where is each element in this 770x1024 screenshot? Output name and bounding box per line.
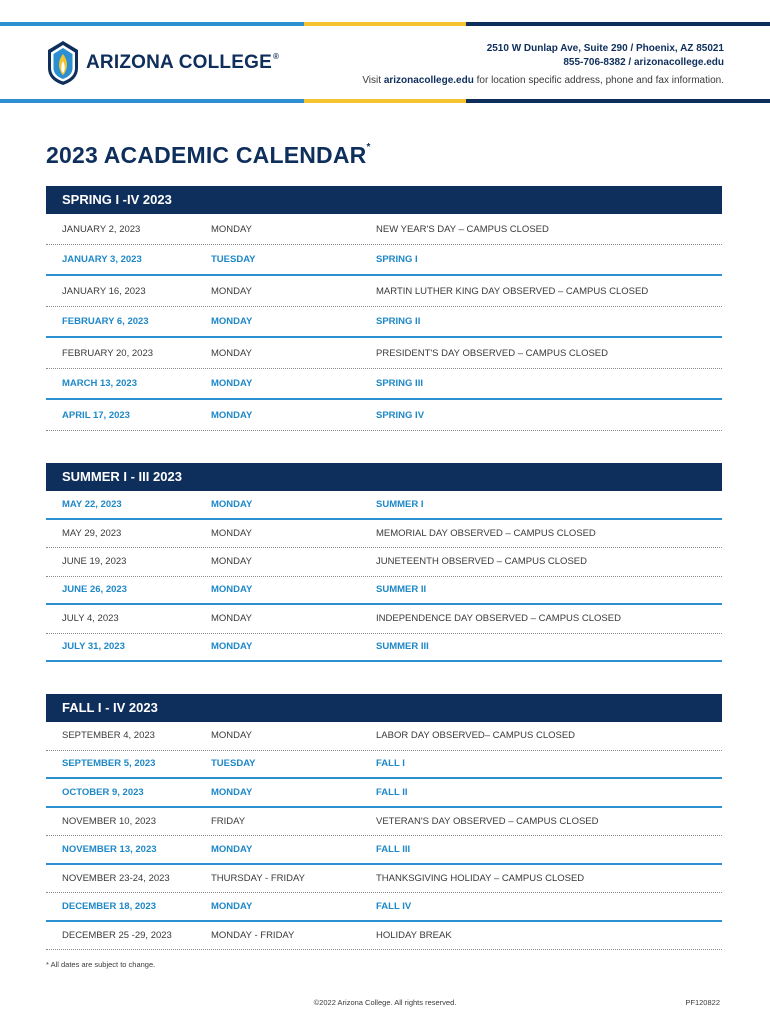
date-cell: DECEMBER 25 -29, 2023 (62, 929, 172, 941)
date-cell: NOVEMBER 13, 2023 (62, 843, 157, 855)
day-cell: MONDAY (211, 347, 252, 359)
day-cell: FRIDAY (211, 815, 246, 827)
day-cell: TUESDAY (211, 758, 256, 770)
section-heading: FALL I - IV 2023 (46, 694, 722, 722)
footnote: * All dates are subject to change. (46, 960, 156, 969)
event-cell: SUMMER II (376, 584, 427, 596)
page-title: 2023 ACADEMIC CALENDAR* (46, 142, 371, 168)
calendar-row (46, 722, 722, 751)
calendar-row (46, 751, 722, 780)
event-cell: LABOR DAY OBSERVED– CAMPUS CLOSED (376, 730, 576, 742)
event-cell: SUMMER III (376, 641, 429, 653)
day-cell: MONDAY (211, 730, 252, 742)
date-cell: MARCH 13, 2023 (62, 378, 137, 389)
date-cell: SEPTEMBER 4, 2023 (62, 730, 155, 742)
logo-wordmark: ARIZONA COLLEGE® (86, 52, 280, 73)
calendar-row (46, 779, 722, 808)
arizona-college-logo (46, 40, 279, 86)
day-cell: MONDAY (211, 378, 253, 389)
event-cell: THANKSGIVING HOLIDAY – CAMPUS CLOSED (376, 872, 585, 884)
date-cell: MAY 22, 2023 (62, 498, 122, 510)
date-cell: SEPTEMBER 5, 2023 (62, 758, 156, 770)
fall-section (46, 694, 722, 950)
day-cell: MONDAY (211, 786, 253, 798)
event-cell: FALL II (376, 786, 408, 798)
event-cell: SPRING I (376, 254, 418, 265)
date-cell: JULY 31, 2023 (62, 641, 125, 653)
website-link[interactable]: arizonacollege.edu (383, 75, 474, 86)
day-cell: MONDAY (211, 409, 253, 421)
date-cell: NOVEMBER 23-24, 2023 (62, 872, 170, 884)
calendar-row (46, 893, 722, 922)
calendar-row (46, 214, 722, 245)
date-cell: JANUARY 16, 2023 (62, 285, 146, 297)
calendar-row (46, 836, 722, 865)
day-cell: MONDAY (211, 285, 252, 297)
event-cell: INDEPENDENCE DAY OBSERVED – CAMPUS CLOSED (376, 613, 621, 625)
copyright: ©2022 Arizona College. All rights reserved. (313, 998, 457, 1007)
date-cell: MAY 29, 2023 (62, 527, 122, 539)
calendar-row (46, 548, 722, 577)
date-cell: JANUARY 2, 2023 (62, 223, 141, 235)
contact-block (362, 42, 724, 88)
event-cell: MEMORIAL DAY OBSERVED – CAMPUS CLOSED (376, 527, 596, 539)
day-cell: MONDAY - FRIDAY (211, 929, 295, 941)
calendar-row (46, 634, 722, 663)
day-cell: MONDAY (211, 843, 253, 855)
calendar-row (46, 245, 722, 276)
phone-web-line: 855-706-8382 / arizonacollege.edu (563, 57, 724, 68)
day-cell: MONDAY (211, 900, 253, 912)
day-cell: MONDAY (211, 527, 252, 539)
event-cell: SUMMER I (376, 498, 424, 510)
calendar-row (46, 307, 722, 338)
event-cell: SPRING II (376, 316, 421, 327)
date-cell: FEBRUARY 6, 2023 (62, 316, 149, 327)
date-cell: DECEMBER 18, 2023 (62, 900, 156, 912)
day-cell: MONDAY (211, 584, 253, 596)
event-cell: SPRING IV (376, 409, 425, 421)
date-cell: JANUARY 3, 2023 (62, 254, 142, 265)
event-cell: NEW YEAR'S DAY – CAMPUS CLOSED (376, 223, 549, 235)
section-heading: SPRING I -IV 2023 (46, 186, 722, 214)
event-cell: HOLIDAY BREAK (376, 929, 452, 941)
visit-line: Visit arizonacollege.edu for location specific address, phone and fax information. (362, 75, 724, 86)
event-cell: MARTIN LUTHER KING DAY OBSERVED – CAMPUS CLOSED (376, 285, 649, 297)
calendar-row (46, 400, 722, 431)
date-cell: NOVEMBER 10, 2023 (62, 815, 156, 827)
day-cell: TUESDAY (211, 254, 256, 265)
day-cell: MONDAY (211, 316, 253, 327)
calendar-row (46, 491, 722, 520)
calendar-row (46, 922, 722, 951)
calendar-row (46, 276, 722, 307)
top-color-bar (0, 22, 770, 26)
date-cell: FEBRUARY 20, 2023 (62, 347, 154, 359)
event-cell: FALL I (376, 758, 405, 770)
calendar-row (46, 577, 722, 606)
calendar-row (46, 338, 722, 369)
summer-section (46, 463, 722, 662)
event-cell: VETERAN'S DAY OBSERVED – CAMPUS CLOSED (376, 815, 599, 827)
bottom-color-bar (0, 99, 770, 103)
calendar-row (46, 520, 722, 549)
day-cell: MONDAY (211, 641, 253, 653)
day-cell: MONDAY (211, 498, 253, 510)
calendar-row (46, 369, 722, 400)
calendar-row (46, 605, 722, 634)
date-cell: JUNE 26, 2023 (62, 584, 127, 596)
calendar-row (46, 808, 722, 837)
event-cell: SPRING III (376, 378, 423, 389)
spring-section (46, 186, 722, 431)
date-cell: JUNE 19, 2023 (62, 556, 127, 568)
event-cell: FALL IV (376, 900, 412, 912)
flame-shield-icon (46, 40, 80, 86)
document-code: PF120822 (685, 998, 720, 1007)
event-cell: FALL III (376, 843, 411, 855)
date-cell: JULY 4, 2023 (62, 613, 119, 625)
calendar-row (46, 865, 722, 894)
date-cell: OCTOBER 9, 2023 (62, 786, 144, 798)
date-cell: APRIL 17, 2023 (62, 409, 130, 421)
day-cell: THURSDAY - FRIDAY (211, 872, 305, 884)
day-cell: MONDAY (211, 613, 252, 625)
day-cell: MONDAY (211, 223, 252, 235)
event-cell: JUNETEENTH OBSERVED – CAMPUS CLOSED (376, 556, 587, 568)
address-line: 2510 W Dunlap Ave, Suite 290 / Phoenix, AZ 85021 (486, 43, 724, 54)
event-cell: PRESIDENT'S DAY OBSERVED – CAMPUS CLOSED (376, 347, 608, 359)
section-heading: SUMMER I - III 2023 (46, 463, 722, 491)
day-cell: MONDAY (211, 556, 252, 568)
